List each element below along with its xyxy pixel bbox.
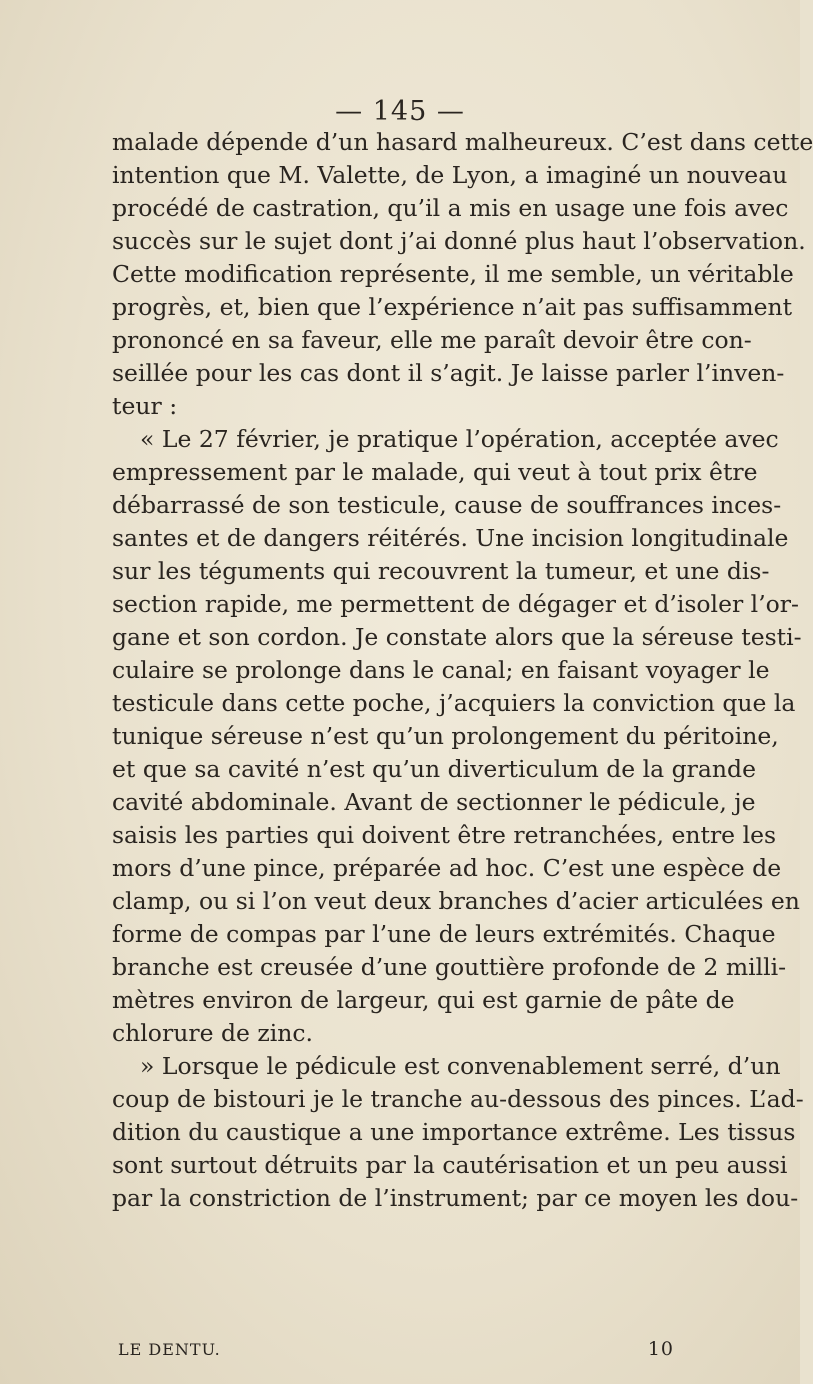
text-line: sur les téguments qui recouvrent la tumeur, et une dis-: [112, 557, 770, 585]
text-line: débarrassé de son testicule, cause de souffrances inces-: [112, 491, 782, 519]
text-line: forme de compas par l’une de leurs extrémités. Chaque: [112, 920, 776, 948]
text-line: progrès, et, bien que l’expérience n’ait pas suffisamment: [112, 293, 793, 321]
text-line: section rapide, me permettent de dégager et d’isoler l’or-: [112, 590, 799, 618]
page-number-header: — 145 —: [335, 96, 465, 127]
text-line: par la constriction de l’instrument; par ce moyen les dou-: [112, 1184, 799, 1212]
sheet-number: 10: [647, 1338, 674, 1360]
text-line: » Lorsque le pédicule est convenablement serré, d’un: [140, 1052, 781, 1080]
body-text: [112, 126, 813, 1215]
text-line: gane et son cordon. Je constate alors que la séreuse testi-: [112, 623, 802, 651]
text-line: seillée pour les cas dont il s’agit. Je laisse parler l’inven-: [112, 359, 785, 387]
text-line: succès sur le sujet dont j’ai donné plus haut l’observation.: [112, 227, 806, 255]
text-line: procédé de castration, qu’il a mis en usage une fois avec: [112, 194, 789, 222]
text-line: tunique séreuse n’est qu’un prolongement du péritoine,: [112, 722, 779, 750]
text-line: « Le 27 février, je pratique l’opération, acceptée avec: [140, 425, 779, 453]
text-line: dition du caustique a une importance extrême. Les tissus: [112, 1118, 796, 1146]
text-line: sont surtout détruits par la cautérisation et un peu aussi: [112, 1151, 788, 1179]
text-line: chlorure de zinc.: [112, 1019, 314, 1047]
text-line: santes et de dangers réitérés. Une incision longitudinale: [112, 524, 789, 552]
text-line: malade dépende d’un hasard malheureux. C’est dans cette: [112, 128, 813, 156]
text-line: et que sa cavité n’est qu’un diverticulum de la grande: [112, 755, 757, 783]
text-line: prononcé en sa faveur, elle me paraît devoir être con-: [112, 326, 752, 354]
text-line: intention que M. Valette, de Lyon, a imaginé un nouveau: [112, 161, 788, 189]
text-line: coup de bistouri je le tranche au-dessous des pinces. L’ad-: [112, 1085, 804, 1113]
text-line: Cette modification représente, il me semble, un véritable: [112, 260, 794, 288]
text-line: mètres environ de largeur, qui est garnie de pâte de: [112, 986, 735, 1014]
text-line: mors d’une pince, préparée ad hoc. C’est une espèce de: [112, 854, 782, 882]
text-line: culaire se prolonge dans le canal; en faisant voyager le: [112, 656, 770, 684]
text-line: cavité abdominale. Avant de sectionner le pédicule, je: [112, 788, 756, 816]
text-line: testicule dans cette poche, j’acquiers la conviction que la: [112, 689, 796, 717]
text-line: branche est creusée d’une gouttière profonde de 2 milli-: [112, 953, 787, 981]
text-line: teur :: [112, 392, 178, 420]
text-line: saisis les parties qui doivent être retranchées, entre les: [112, 821, 777, 849]
text-line: clamp, ou si l’on veut deux branches d’acier articulées en: [112, 887, 800, 915]
text-line: empressement par le malade, qui veut à tout prix être: [112, 458, 758, 486]
printer-signature: LE DENTU.: [118, 1340, 221, 1359]
